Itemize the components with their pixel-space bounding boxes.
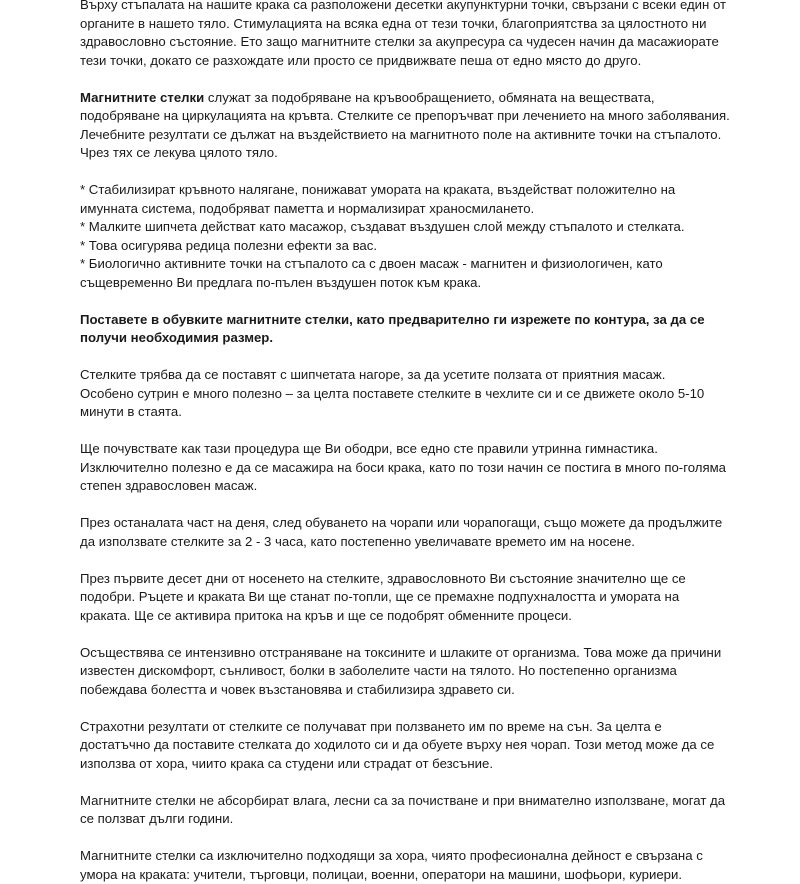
insoles-term: Магнитните стелки (80, 89, 205, 105)
sleep-usage-paragraph: Страхотни резултати от стелките се получават при ползването им по време на сън. За целта е достатъчно да поставите стелката до ходилото си и да обуете върху нея чорап. Този метод може да се използва от хора, чиито крака са студени или страдат от безсъние. (80, 718, 715, 771)
maintenance-paragraph: Магнитните стелки не абсорбират влага, лесни са за почистване и при внимателно използване, могат да се ползват дълги години. (80, 792, 726, 826)
article-body (80, 0, 730, 884)
insoles-purpose-text: служат за подобряване на кръвообращението, обмяната на веществата, подобряване на циркулацията на кръвта. Стелките се препоръчват при лечението на много заболявания. Лечебните резултати се дължат на въздействието на магнитното поле на активните точки на стъпалото. Чрез тях се лекува цялото тяло. (80, 89, 730, 160)
intro-paragraph: Върху стъпалата на нашите крака са разположени десетки акупунктурни точки, свързани с всеки един от органите в нашето тяло. Стимулацията на всяка една от тези точки, благоприятства за цялостното ни здравословно състояние. Ето защо магнитните стелки за акупресура са чудесен начин да масажиорате тези точки, докато се разхождате или просто се придвижвате пеша от едно място до друго. (80, 0, 727, 68)
first-days-paragraph: През първите десет дни от носенето на стелките, здравословното Ви състояние значително ще се подобри. Ръцете и краката Ви ще станат по-топли, ще се премахне подпухналостта и умората на краката. Ще се активира притока на кръв и ще се подобрят обменните процеси. (80, 570, 686, 623)
placement-paragraph (80, 366, 730, 422)
benefits-list (80, 181, 730, 292)
effect-line: Ще почувствате как тази процедура ще Ви ободри, все едно сте правили утринна гимнастика. (80, 441, 658, 456)
detox-paragraph: Осъществява се интензивно отстраняване на токсините и шлаките от организма. Това може да причини известен дискомфорт, сънливост, болки в заболелите части на тялото. Но постепенно организма побеждава болестта и човек възстановява и стабилизира здравето си. (80, 644, 722, 697)
morning-usage-line: Особено сутрин е много полезно – за целта поставете стелките в чехлите си и се движете около 5-10 минути в стаята. (80, 385, 705, 419)
list-item: * Това осигурява редица полезни ефекти за вас. (80, 237, 378, 253)
daytime-usage-paragraph: През останалата част на деня, след обуването на чорапи или чорапогащи, също можете да продължите да използвате стелките за 2 - 3 часа, като постепенно увеличавате времето им на носене. (80, 515, 723, 549)
usage-heading: Поставете в обувките магнитните стелки, като предварително ги изрежете по контура, за да се получи необходимия размер. (80, 311, 705, 345)
barefoot-line: Изключително полезно е да се масажира на боси крака, като по този начин се постига в много по-голяма степен здравословен масаж. (80, 459, 726, 493)
insoles-purpose-paragraph (80, 89, 730, 163)
effect-paragraph (80, 440, 730, 496)
target-users-paragraph: Магнитните стелки са изключително подходящи за хора, чиято професионална дейност е свързана с умора на краката: учители, търговци, полицаи, военни, оператори на машини, шофьори, куриери. (80, 848, 703, 882)
placement-line: Стелките трябва да се поставят с шипчетата нагоре, за да усетите ползата от приятния масаж. (80, 367, 666, 382)
list-item: * Стабилизират кръвното налягане, понижават умората на краката, въздействат положително на имунната система, подобряват паметта и нормализират храносмилането. (80, 182, 676, 216)
list-item: * Биологично активните точки на стъпалото са с двоен масаж - магнитен и физиологичен, като същевременно Ви предлага по-пълен въздушен поток към крака. (80, 256, 663, 290)
list-item: * Малките шипчета действат като масажор, създават въздушен слой между стъпалото и стелката. (80, 219, 685, 234)
